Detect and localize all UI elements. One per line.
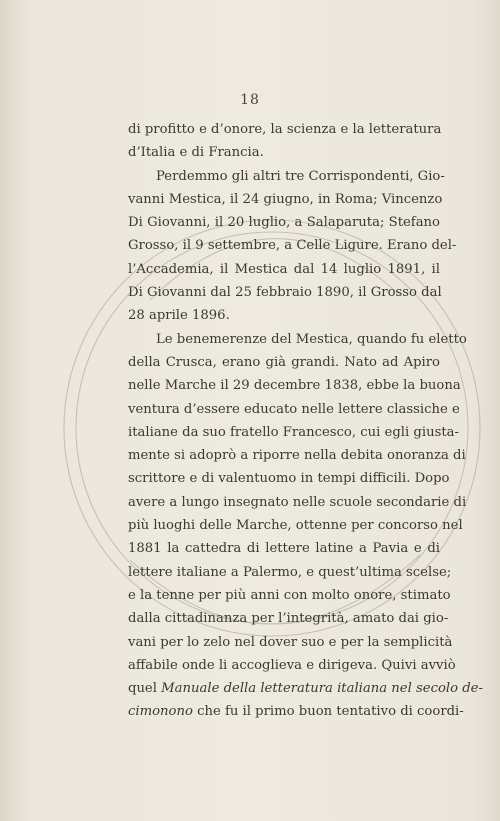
text-line: Di Giovanni, il 20 luglio, a Salaparuta; Stefano	[128, 215, 440, 231]
text-line: vani per lo zelo nel dover suo e per la semplicità	[128, 634, 453, 650]
body-text	[128, 118, 483, 724]
text-line: mente si adoprò a riporre nella debita onoranza di	[128, 448, 466, 464]
text-line: Perdemmo gli altri tre Corrispondenti, Gio-	[156, 168, 445, 184]
text-line-final	[128, 677, 483, 700]
text-line: 28 aprile 1896.	[128, 308, 230, 324]
text-line: affabile onde li accoglieva e dirigeva. Quivi avviò	[128, 657, 456, 673]
manual-title-part-2: cimonono	[128, 704, 193, 720]
text-line: e la tenne per più anni con molto onore, stimato	[128, 587, 451, 603]
final-line-end: che fu il primo buon tentativo di coordi-	[192, 704, 464, 720]
text-line: italiane da suo fratello Francesco, cui egli giusta-	[128, 424, 459, 440]
text-line: nelle Marche il 29 decembre 1838, ebbe la buona	[128, 378, 461, 394]
text-line: Le benemerenze del Mestica, quando fu eletto	[156, 331, 467, 347]
text-line: Di Giovanni dal 25 febbraio 1890, il Grosso dal	[128, 285, 442, 301]
text-line: della Crusca, erano già grandi. Nato ad Apiro	[128, 354, 440, 370]
text-line: l’Accademia, il Mestica dal 14 luglio 1891, il	[128, 261, 440, 277]
text-line: d’Italia e di Francia.	[128, 145, 264, 161]
text-line: più luoghi delle Marche, ottenne per concorso nel	[128, 518, 463, 534]
text-line: scrittore e di valentuomo in tempi difficili. Dopo	[128, 471, 450, 487]
text-line: ventura d’essere educato nelle lettere classiche e	[128, 401, 460, 417]
page-number: 18	[240, 92, 260, 108]
text-line: avere a lungo insegnato nelle scuole secondarie di	[128, 494, 467, 510]
text-line: Grosso, il 9 settembre, a Celle Ligure. Erano del-	[128, 238, 457, 254]
text-line: dalla cittadinanza per l’integrità, amato dai gio-	[128, 611, 449, 627]
text-line: vanni Mestica, il 24 giugno, in Roma; Vincenzo	[128, 191, 443, 207]
manual-title-part-1: Manuale della letteratura italiana nel secolo de-	[161, 681, 483, 697]
text-line-final-2	[128, 700, 464, 723]
text-lines	[128, 118, 467, 677]
final-line-start: quel	[128, 681, 162, 697]
text-line: 1881 la cattedra di lettere latine a Pavia e di	[128, 541, 440, 557]
text-line: di profitto e d’onore, la scienza e la letteratura	[128, 122, 442, 137]
text-line: lettere italiane a Palermo, e quest’ultima scelse;	[128, 564, 452, 580]
